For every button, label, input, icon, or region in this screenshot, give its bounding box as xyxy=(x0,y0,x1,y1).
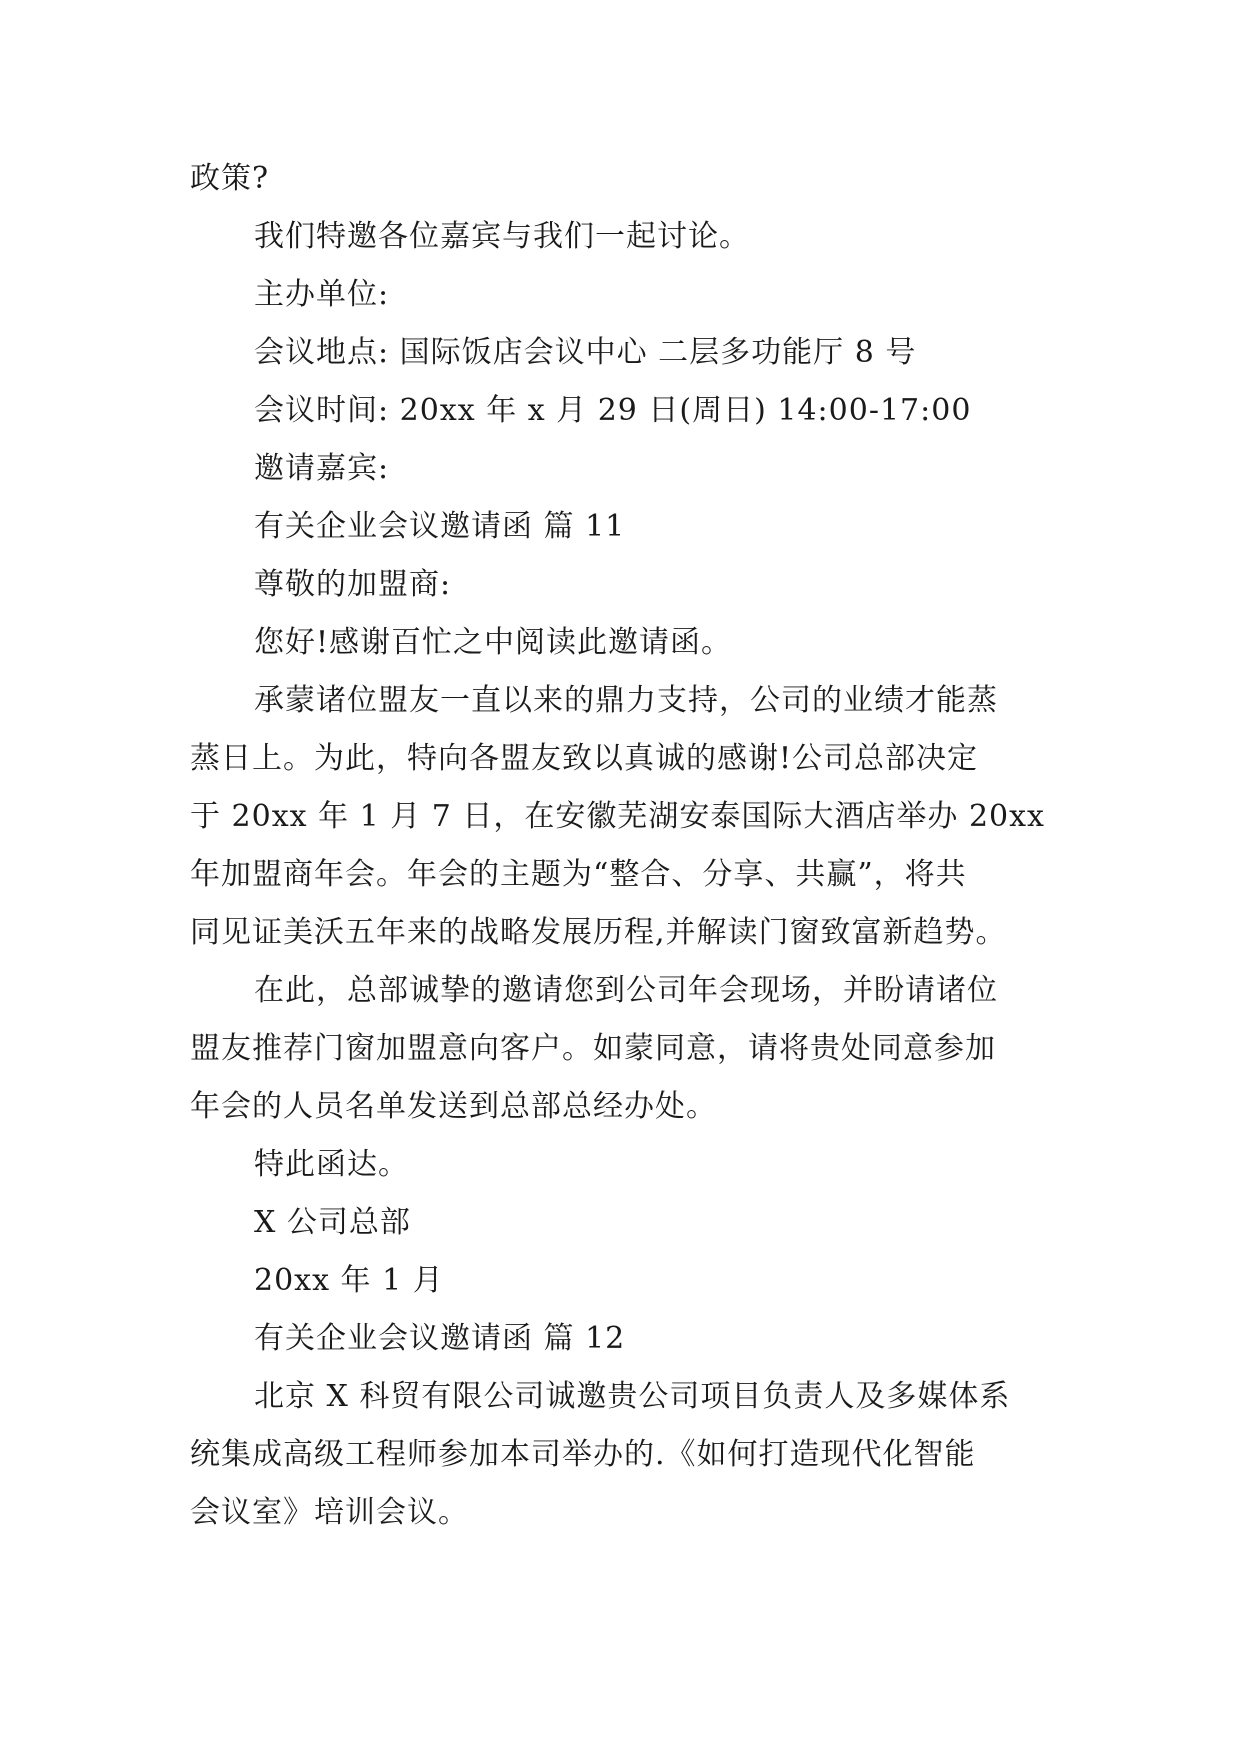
document-page xyxy=(190,150,1060,1542)
closing: 特此函达。 xyxy=(254,1147,409,1182)
section-heading: 有关企业会议邀请函 篇 12 xyxy=(254,1321,626,1356)
paragraph-3 xyxy=(190,1368,1060,1542)
guests-label: 邀请嘉宾: xyxy=(254,451,390,486)
greeting: 您好!感谢百忙之中阅读此邀请函。 xyxy=(254,625,733,660)
text-line: 在此，总部诚挚的邀请您到公司年会现场，并盼请诸位 xyxy=(254,973,998,1008)
date: 20xx 年 1 月 xyxy=(254,1263,444,1298)
meeting-location: 会议地点: 国际饭店会议中心 二层多功能厅 8 号 xyxy=(254,335,917,370)
paragraph-1 xyxy=(190,672,1060,962)
text-line: 我们特邀各位嘉宾与我们一起讨论。 xyxy=(254,219,750,254)
paragraph-2 xyxy=(190,962,1060,1136)
signature: X 公司总部 xyxy=(254,1205,411,1240)
organizer-label: 主办单位: xyxy=(254,277,390,312)
meeting-time: 会议时间: 20xx 年 x 月 29 日(周日) 14:00-17:00 xyxy=(254,393,972,428)
text-line: 年会的人员名单发送到总部总经办处。 xyxy=(190,1089,717,1124)
text-line: 于 20xx 年 1 月 7 日，在安徽芜湖安泰国际大酒店举办 20xx xyxy=(190,799,1045,834)
section-heading: 有关企业会议邀请函 篇 11 xyxy=(254,509,626,544)
text-line: 会议室》培训会议。 xyxy=(190,1495,469,1530)
text-line: 统集成高级工程师参加本司举办的.《如何打造现代化智能 xyxy=(190,1437,976,1472)
text-line: 同见证美沃五年来的战略发展历程,并解读门窗致富新趋势。 xyxy=(190,915,1007,950)
text-line: 政策? xyxy=(190,161,270,196)
text-line: 蒸日上。为此，特向各盟友致以真诚的感谢!公司总部决定 xyxy=(190,741,979,776)
text-line: 承蒙诸位盟友一直以来的鼎力支持，公司的业绩才能蒸 xyxy=(254,683,998,718)
salutation: 尊敬的加盟商: xyxy=(254,567,452,602)
text-line: 年加盟商年会。年会的主题为“整合、分享、共赢”，将共 xyxy=(190,857,967,892)
text-line: 盟友推荐门窗加盟意向客户。如蒙同意，请将贵处同意参加 xyxy=(190,1031,996,1066)
text-line: 北京 X 科贸有限公司诚邀贵公司项目负责人及多媒体系 xyxy=(254,1379,1011,1414)
